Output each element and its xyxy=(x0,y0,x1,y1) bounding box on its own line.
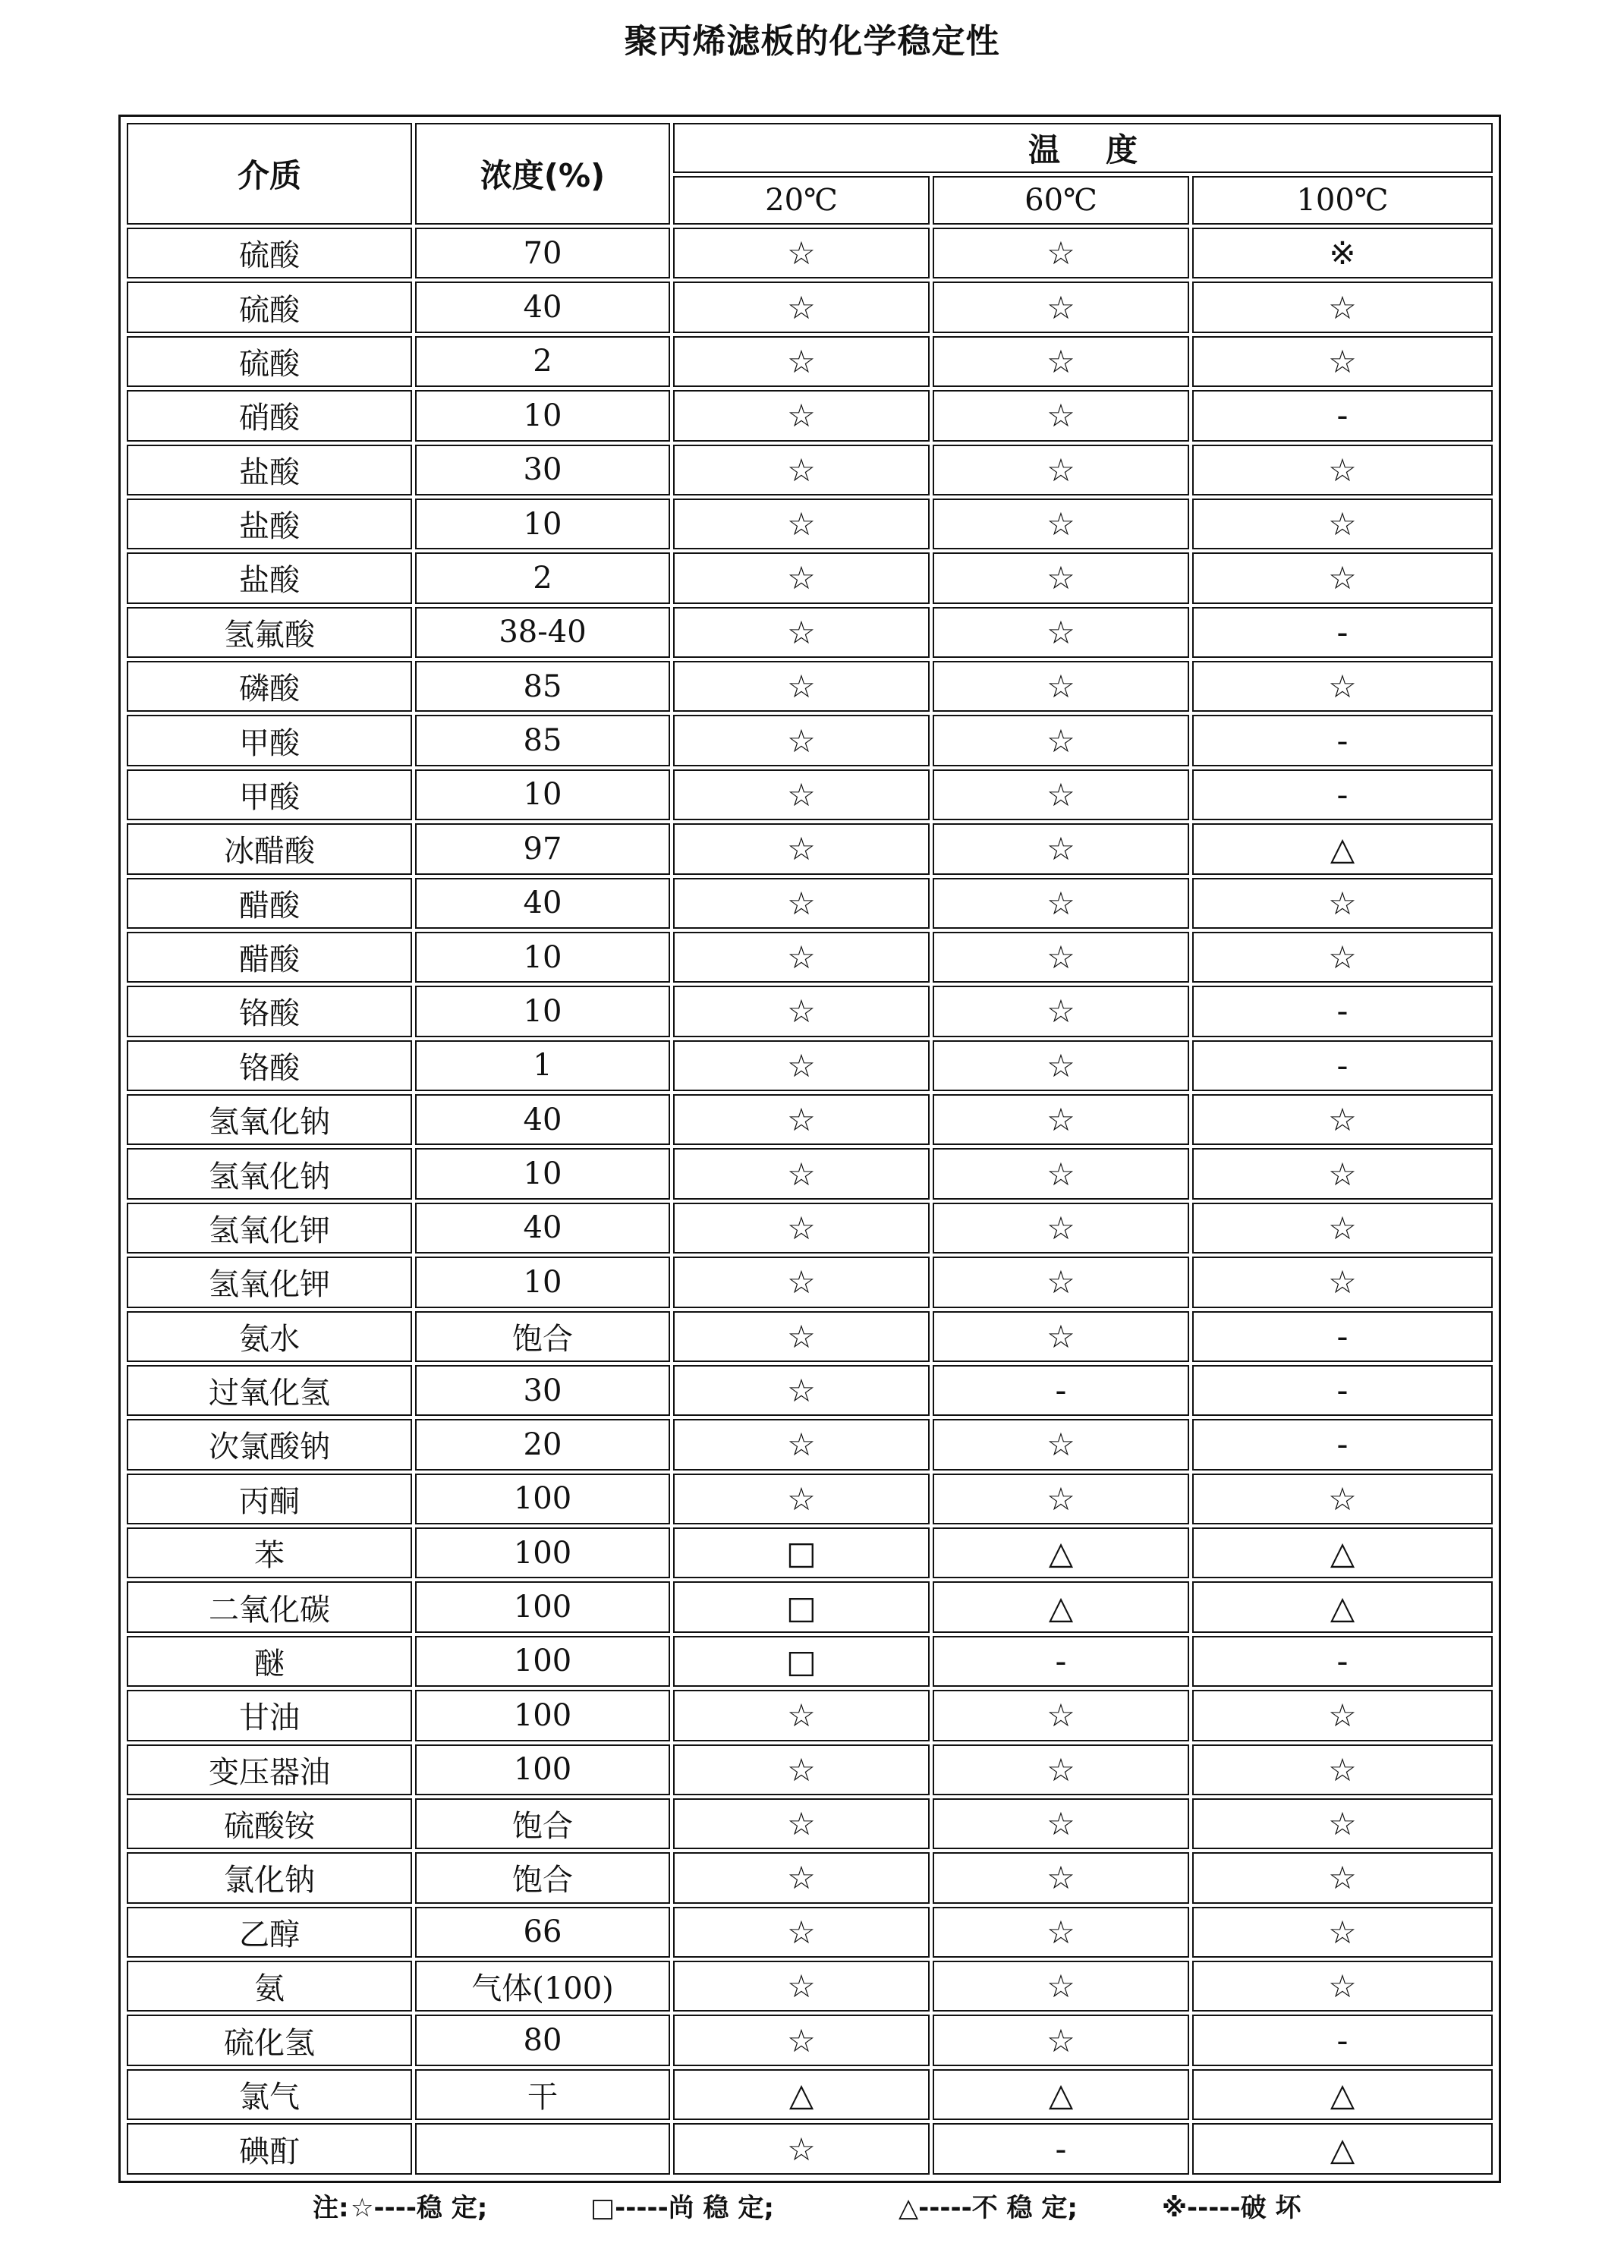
cell-temp-100: ☆ xyxy=(1192,1744,1493,1795)
table-row xyxy=(127,661,1493,712)
cell-temp-20: ☆ xyxy=(673,282,930,332)
cell-temp-20: ☆ xyxy=(673,1907,930,1958)
cell-concentration: 85 xyxy=(415,715,670,766)
cell-temp-100: ☆ xyxy=(1192,1961,1493,2012)
table-row xyxy=(127,823,1493,874)
table-row xyxy=(127,1581,1493,1632)
table-row xyxy=(127,2069,1493,2120)
cell-temp-60: ☆ xyxy=(933,1961,1189,2012)
cell-temp-60: ☆ xyxy=(933,282,1189,332)
table-row xyxy=(127,1365,1493,1416)
cell-temp-60: ☆ xyxy=(933,769,1189,820)
cell-medium: 氢氟酸 xyxy=(127,607,412,658)
cell-concentration: 2 xyxy=(415,552,670,603)
table-row xyxy=(127,336,1493,387)
cell-temp-100: - xyxy=(1192,769,1493,820)
table-row xyxy=(127,878,1493,929)
cell-temp-60: ☆ xyxy=(933,1474,1189,1524)
cell-temp-20: △ xyxy=(673,2069,930,2120)
cell-medium: 过氧化氢 xyxy=(127,1365,412,1416)
cell-medium: 氢氧化钾 xyxy=(127,1257,412,1307)
cell-temp-20: ☆ xyxy=(673,1961,930,2012)
cell-temp-100: ☆ xyxy=(1192,445,1493,495)
cell-concentration: 干 xyxy=(415,2069,670,2120)
table-row xyxy=(127,445,1493,495)
cell-temp-20: ☆ xyxy=(673,1311,930,1362)
cell-temp-60: ☆ xyxy=(933,1203,1189,1254)
table-row xyxy=(127,552,1493,603)
cell-medium: 醚 xyxy=(127,1636,412,1687)
table-row xyxy=(127,1744,1493,1795)
cell-temp-60: ☆ xyxy=(933,878,1189,929)
cell-temp-20: ☆ xyxy=(673,932,930,983)
cell-medium: 铬酸 xyxy=(127,986,412,1036)
cell-temp-60: ☆ xyxy=(933,445,1189,495)
cell-concentration: 70 xyxy=(415,228,670,278)
cell-temp-100: ☆ xyxy=(1192,1094,1493,1145)
cell-concentration: 饱合 xyxy=(415,1852,670,1903)
cell-temp-20: □ xyxy=(673,1527,930,1578)
cell-medium: 甲酸 xyxy=(127,715,412,766)
cell-concentration: 100 xyxy=(415,1744,670,1795)
cell-concentration: 100 xyxy=(415,1636,670,1687)
table-row xyxy=(127,1311,1493,1362)
cell-temp-100: ☆ xyxy=(1192,932,1493,983)
cell-medium: 盐酸 xyxy=(127,552,412,603)
cell-medium: 变压器油 xyxy=(127,1744,412,1795)
cell-concentration: 1 xyxy=(415,1040,670,1091)
cell-temp-60: ☆ xyxy=(933,336,1189,387)
table-row xyxy=(127,715,1493,766)
table-row xyxy=(127,1690,1493,1741)
cell-medium: 乙醇 xyxy=(127,1907,412,1958)
cell-temp-100: ☆ xyxy=(1192,661,1493,712)
cell-temp-60: - xyxy=(933,1365,1189,1416)
cell-temp-60: ☆ xyxy=(933,1040,1189,1091)
cell-concentration: 气体(100) xyxy=(415,1961,670,2012)
cell-temp-20: □ xyxy=(673,1636,930,1687)
cell-medium: 硫化氢 xyxy=(127,2015,412,2065)
cell-concentration: 38-40 xyxy=(415,607,670,658)
table-row xyxy=(127,2123,1493,2175)
header-temperature: 温度 xyxy=(673,123,1493,173)
cell-concentration: 100 xyxy=(415,1527,670,1578)
table-row xyxy=(127,1148,1493,1199)
cell-medium: 次氯酸钠 xyxy=(127,1419,412,1470)
table-row xyxy=(127,1636,1493,1687)
cell-temp-100: △ xyxy=(1192,823,1493,874)
cell-temp-60: △ xyxy=(933,1581,1189,1632)
cell-temp-60: ☆ xyxy=(933,1148,1189,1199)
cell-temp-100: ☆ xyxy=(1192,552,1493,603)
cell-medium: 氢氧化钾 xyxy=(127,1203,412,1254)
cell-medium: 冰醋酸 xyxy=(127,823,412,874)
cell-temp-60: ☆ xyxy=(933,1311,1189,1362)
table-row xyxy=(127,2015,1493,2065)
cell-temp-60: ☆ xyxy=(933,228,1189,278)
cell-temp-20: ☆ xyxy=(673,1148,930,1199)
cell-medium: 氢氧化钠 xyxy=(127,1148,412,1199)
cell-temp-100: - xyxy=(1192,1365,1493,1416)
cell-temp-100: △ xyxy=(1192,1581,1493,1632)
cell-concentration: 饱合 xyxy=(415,1311,670,1362)
cell-medium: 氨水 xyxy=(127,1311,412,1362)
header-medium: 介质 xyxy=(127,123,412,225)
table-row xyxy=(127,607,1493,658)
cell-concentration: 40 xyxy=(415,282,670,332)
cell-medium: 醋酸 xyxy=(127,878,412,929)
cell-temp-60: ☆ xyxy=(933,499,1189,549)
header-temp-60: 60℃ xyxy=(933,176,1189,225)
table-row xyxy=(127,1094,1493,1145)
cell-temp-100: ※ xyxy=(1192,228,1493,278)
cell-temp-20: ☆ xyxy=(673,1203,930,1254)
cell-temp-60: ☆ xyxy=(933,2015,1189,2065)
cell-concentration: 10 xyxy=(415,986,670,1036)
cell-temp-60: ☆ xyxy=(933,1907,1189,1958)
cell-temp-20: ☆ xyxy=(673,1257,930,1307)
cell-temp-20: ☆ xyxy=(673,2123,930,2175)
cell-temp-60: ☆ xyxy=(933,932,1189,983)
chemical-stability-table xyxy=(124,120,1496,2178)
header-concentration: 浓度(%) xyxy=(415,123,670,225)
legend-fairly-stable: □-----尚 稳 定; xyxy=(590,2193,774,2223)
table-row xyxy=(127,1527,1493,1578)
cell-medium: 甲酸 xyxy=(127,769,412,820)
cell-medium: 硝酸 xyxy=(127,390,412,441)
cell-temp-60: ☆ xyxy=(933,1744,1189,1795)
cell-concentration: 20 xyxy=(415,1419,670,1470)
cell-medium: 二氧化碳 xyxy=(127,1581,412,1632)
cell-temp-100: ☆ xyxy=(1192,336,1493,387)
cell-temp-60: ☆ xyxy=(933,1852,1189,1903)
cell-temp-20: ☆ xyxy=(673,986,930,1036)
cell-temp-20: ☆ xyxy=(673,1365,930,1416)
cell-medium: 碘酊 xyxy=(127,2123,412,2175)
cell-temp-60: ☆ xyxy=(933,390,1189,441)
cell-concentration: 30 xyxy=(415,1365,670,1416)
table-row xyxy=(127,1907,1493,1958)
legend-prefix: 注: xyxy=(313,2193,349,2223)
table-row xyxy=(127,1419,1493,1470)
cell-temp-20: ☆ xyxy=(673,878,930,929)
cell-temp-20: ☆ xyxy=(673,769,930,820)
table-row xyxy=(127,769,1493,820)
cell-temp-20: □ xyxy=(673,1581,930,1632)
cell-temp-20: ☆ xyxy=(673,1419,930,1470)
table-row xyxy=(127,1257,1493,1307)
cell-concentration: 30 xyxy=(415,445,670,495)
cell-temp-20: ☆ xyxy=(673,715,930,766)
cell-temp-100: - xyxy=(1192,1311,1493,1362)
cell-temp-20: ☆ xyxy=(673,2015,930,2065)
cell-concentration: 10 xyxy=(415,390,670,441)
cell-temp-100: - xyxy=(1192,607,1493,658)
cell-concentration: 97 xyxy=(415,823,670,874)
cell-medium: 硫酸铵 xyxy=(127,1798,412,1849)
table-row xyxy=(127,282,1493,332)
cell-temp-60: ☆ xyxy=(933,1257,1189,1307)
cell-concentration: 10 xyxy=(415,1148,670,1199)
cell-temp-20: ☆ xyxy=(673,336,930,387)
cell-medium: 盐酸 xyxy=(127,499,412,549)
cell-concentration: 100 xyxy=(415,1581,670,1632)
cell-temp-100: - xyxy=(1192,715,1493,766)
cell-concentration xyxy=(415,2123,670,2175)
table-row xyxy=(127,499,1493,549)
cell-medium: 苯 xyxy=(127,1527,412,1578)
cell-concentration: 10 xyxy=(415,1257,670,1307)
cell-temp-100: △ xyxy=(1192,1527,1493,1578)
cell-temp-100: - xyxy=(1192,986,1493,1036)
cell-temp-20: ☆ xyxy=(673,1798,930,1849)
cell-temp-100: - xyxy=(1192,1636,1493,1687)
cell-temp-20: ☆ xyxy=(673,1040,930,1091)
cell-temp-60: ☆ xyxy=(933,552,1189,603)
cell-temp-100: ☆ xyxy=(1192,1907,1493,1958)
table-row xyxy=(127,390,1493,441)
legend-stable: ☆----稳 定; xyxy=(351,2193,488,2223)
header-row-1 xyxy=(127,123,1493,173)
cell-temp-60: △ xyxy=(933,1527,1189,1578)
cell-medium: 磷酸 xyxy=(127,661,412,712)
cell-concentration: 85 xyxy=(415,661,670,712)
cell-temp-100: ☆ xyxy=(1192,1852,1493,1903)
cell-temp-100: ☆ xyxy=(1192,1257,1493,1307)
cell-concentration: 40 xyxy=(415,1094,670,1145)
cell-temp-100: - xyxy=(1192,2015,1493,2065)
table-row xyxy=(127,986,1493,1036)
cell-concentration: 66 xyxy=(415,1907,670,1958)
cell-concentration: 饱合 xyxy=(415,1798,670,1849)
legend-note xyxy=(0,2187,1624,2232)
cell-temp-20: ☆ xyxy=(673,1474,930,1524)
cell-temp-20: ☆ xyxy=(673,499,930,549)
cell-temp-60: ☆ xyxy=(933,1798,1189,1849)
cell-temp-20: ☆ xyxy=(673,552,930,603)
legend-unstable: △-----不 稳 定; xyxy=(899,2193,1078,2223)
legend-destroyed: ※-----破 坏 xyxy=(1162,2193,1301,2223)
cell-temp-20: ☆ xyxy=(673,607,930,658)
cell-concentration: 10 xyxy=(415,499,670,549)
cell-temp-60: ☆ xyxy=(933,823,1189,874)
table-row xyxy=(127,228,1493,278)
cell-temp-60: ☆ xyxy=(933,1690,1189,1741)
table-row xyxy=(127,932,1493,983)
table-row xyxy=(127,1852,1493,1903)
cell-concentration: 10 xyxy=(415,932,670,983)
cell-temp-100: △ xyxy=(1192,2069,1493,2120)
page-title: 聚丙烯滤板的化学稳定性 xyxy=(624,22,1000,61)
cell-temp-20: ☆ xyxy=(673,1744,930,1795)
cell-concentration: 2 xyxy=(415,336,670,387)
cell-temp-20: ☆ xyxy=(673,661,930,712)
cell-medium: 丙酮 xyxy=(127,1474,412,1524)
cell-medium: 醋酸 xyxy=(127,932,412,983)
cell-temp-100: ☆ xyxy=(1192,1203,1493,1254)
cell-temp-60: ☆ xyxy=(933,607,1189,658)
cell-medium: 硫酸 xyxy=(127,282,412,332)
cell-temp-60: ☆ xyxy=(933,715,1189,766)
cell-medium: 氢氧化钠 xyxy=(127,1094,412,1145)
cell-temp-100: - xyxy=(1192,1040,1493,1091)
cell-temp-20: ☆ xyxy=(673,823,930,874)
table-row xyxy=(127,1203,1493,1254)
cell-temp-60: ☆ xyxy=(933,661,1189,712)
cell-temp-100: △ xyxy=(1192,2123,1493,2175)
table-row xyxy=(127,1474,1493,1524)
cell-temp-100: ☆ xyxy=(1192,878,1493,929)
table-row xyxy=(127,1798,1493,1849)
cell-temp-100: ☆ xyxy=(1192,1690,1493,1741)
cell-temp-100: - xyxy=(1192,390,1493,441)
header-temp-20: 20℃ xyxy=(673,176,930,225)
cell-temp-100: - xyxy=(1192,1419,1493,1470)
cell-temp-60: - xyxy=(933,2123,1189,2175)
cell-concentration: 100 xyxy=(415,1690,670,1741)
cell-concentration: 40 xyxy=(415,878,670,929)
cell-temp-20: ☆ xyxy=(673,228,930,278)
cell-concentration: 10 xyxy=(415,769,670,820)
cell-temp-20: ☆ xyxy=(673,1852,930,1903)
cell-temp-60: △ xyxy=(933,2069,1189,2120)
cell-temp-60: ☆ xyxy=(933,1419,1189,1470)
cell-concentration: 80 xyxy=(415,2015,670,2065)
cell-medium: 甘油 xyxy=(127,1690,412,1741)
table-row xyxy=(127,1040,1493,1091)
cell-temp-100: ☆ xyxy=(1192,1798,1493,1849)
cell-temp-100: ☆ xyxy=(1192,1148,1493,1199)
cell-medium: 硫酸 xyxy=(127,228,412,278)
cell-medium: 氯气 xyxy=(127,2069,412,2120)
cell-medium: 铬酸 xyxy=(127,1040,412,1091)
header-temp-100: 100℃ xyxy=(1192,176,1493,225)
cell-temp-20: ☆ xyxy=(673,1094,930,1145)
cell-medium: 盐酸 xyxy=(127,445,412,495)
cell-temp-60: ☆ xyxy=(933,1094,1189,1145)
cell-temp-100: ☆ xyxy=(1192,282,1493,332)
cell-temp-60: - xyxy=(933,1636,1189,1687)
table-body xyxy=(127,228,1493,2175)
table-row xyxy=(127,1961,1493,2012)
cell-temp-60: ☆ xyxy=(933,986,1189,1036)
cell-concentration: 40 xyxy=(415,1203,670,1254)
cell-temp-20: ☆ xyxy=(673,390,930,441)
cell-concentration: 100 xyxy=(415,1474,670,1524)
cell-medium: 硫酸 xyxy=(127,336,412,387)
cell-medium: 氨 xyxy=(127,1961,412,2012)
cell-temp-100: ☆ xyxy=(1192,1474,1493,1524)
cell-temp-100: ☆ xyxy=(1192,499,1493,549)
cell-temp-20: ☆ xyxy=(673,1690,930,1741)
cell-medium: 氯化钠 xyxy=(127,1852,412,1903)
cell-temp-20: ☆ xyxy=(673,445,930,495)
